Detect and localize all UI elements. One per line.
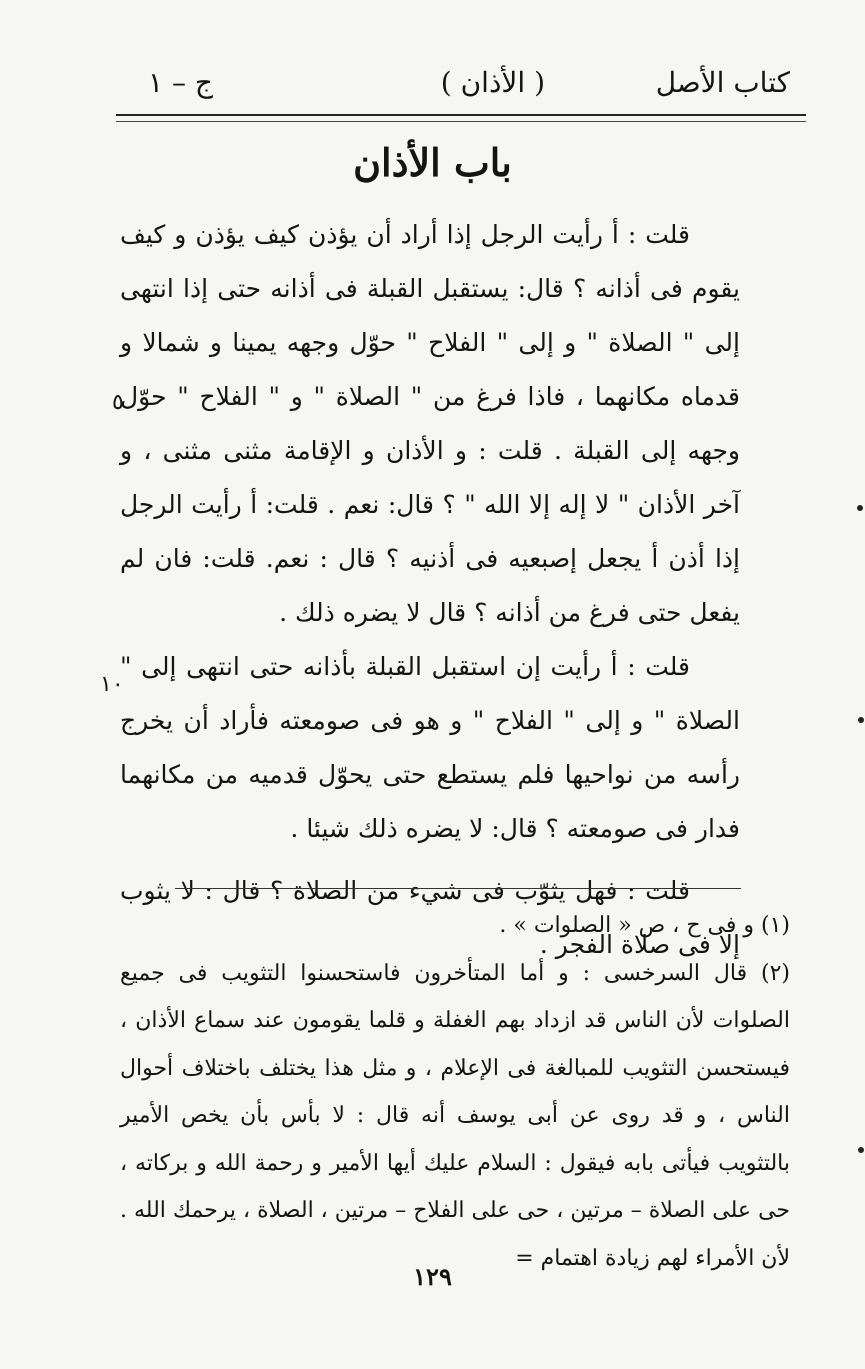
page-number: ١٢٩ (413, 1262, 452, 1291)
section-title: باب الأذان (353, 140, 512, 185)
scan-speck (858, 717, 864, 723)
line-number-10: ١٠ (100, 672, 124, 697)
paragraph: قلت : فهل يثوّب فى شيء من الصلاة ؟ قال : لا يثوب إلا فى صلاة الفجر . (120, 876, 740, 959)
book-title: كتاب الأصل (655, 66, 790, 99)
scan-speck (857, 505, 863, 511)
volume-number: ج – ١ (148, 66, 213, 99)
footnote-divider (175, 888, 741, 889)
main-text (120, 208, 740, 972)
footnotes (120, 902, 790, 1282)
running-header (120, 62, 790, 108)
header-rule-thick (116, 114, 806, 116)
footnote: (١) و فى ح ، ص « الصلوات » . (499, 913, 790, 938)
paragraph: قلت : أ رأيت إن استقبل القبلة بأذانه حتى انتهى إلى " الصلاة " و إلى " الفلاح " و هو فى صومعته فأراد أن يخرج رأسه من نواحيها فلم يستطع حتى يحوّل قدميه من مكانهما فدار فى صومعته ؟ قال: لا يضره ذلك شيئا . (120, 652, 740, 843)
scan-speck (858, 1147, 864, 1153)
chapter-heading: ( الأذان ) (440, 66, 545, 99)
header-rule-thin (116, 121, 806, 122)
paragraph: قلت : أ رأيت الرجل إذا أراد أن يؤذن كيف يؤذن و كيف يقوم فى أذانه ؟ قال: يستقبل القبلة فى أذانه حتى إذا انتهى إلى " الصلاة " و إلى " الفلاح " حوّل وجهه يمينا و شمالا و قدماه مكانهما ، فاذا فرغ من " الصلاة " و " الفلاح " حوّل وجهه إلى القبلة . قلت : و الأذان و الإقامة مثنى مثنى ، و آخر الأذان " لا إله إلا الله " ؟ قال: نعم . قلت: أ رأيت الرجل إذا أذن أ يجعل إصبعيه فى أذنيه ؟ قال : نعم. قلت: فان لم يفعل حتى فرغ من أذانه ؟ قال لا يضره ذلك . (120, 220, 740, 627)
footnote: (٢) قال السرخسى : و أما المتأخرون فاستحسنوا التثويب فى جميع الصلوات لأن الناس قد ازداد بهم الغفلة و قلما يقومون عند سماع الأذان ، فيستحسن التثويب للمبالغة فى الإعلام ، و مثل هذا يختلف باختلاف أحوال الناس ، و قد روى عن أبى يوسف أنه قال : لا بأس بأن يخص الأمير بالتثويب فيأتى بابه فيقول : السلام عليك أيها الأمير و رحمة الله و بركاته ، حى على الصلاة – مرتين ، حى على الفلاح – مرتين ، الصلاة ، يرحمك الله . لأن الأمراء لهم زيادة اهتمام = (120, 960, 790, 1271)
line-number-5: ٥ (112, 390, 124, 415)
